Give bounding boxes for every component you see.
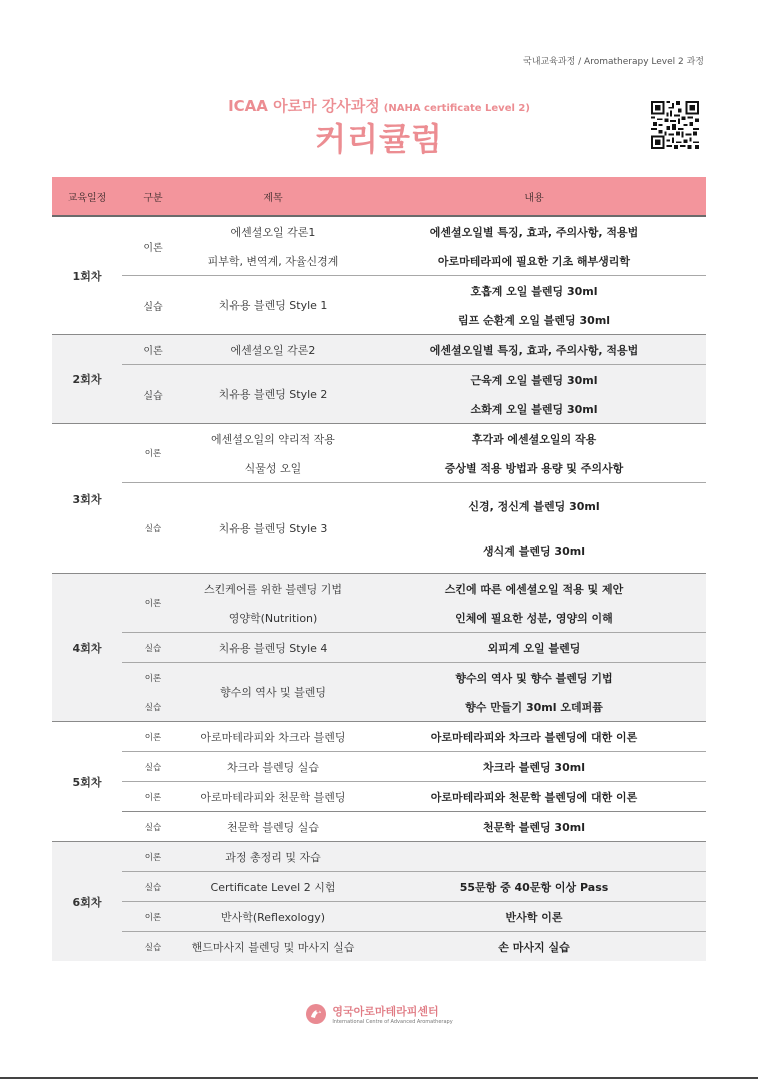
row-type: 실습: [122, 483, 184, 574]
row-type: 이론: [122, 722, 184, 752]
row-type: 실습: [122, 276, 184, 335]
bottom-divider: [0, 1077, 758, 1079]
header-schedule: 교육일정: [52, 177, 122, 216]
row-title: 치유용 블렌딩 Style 3: [184, 483, 362, 574]
table-row: [52, 483, 706, 529]
course-title: [0, 95, 758, 116]
row-title: 아로마테라피와 차크라 블렌딩: [184, 722, 362, 752]
row-type: 실습: [122, 752, 184, 782]
row-title: 영양학(Nutrition): [184, 603, 362, 633]
row-content: 스킨에 따른 에센셜오일 적용 및 제안: [362, 574, 706, 604]
header-type: 구분: [122, 177, 184, 216]
course-title-main: ICAA 아로마 강사과정: [228, 97, 380, 115]
row-content: 천문학 블렌딩 30ml: [362, 812, 706, 842]
row-title: Certificate Level 2 시험: [184, 872, 362, 902]
row-content: 인체에 필요한 성분, 영양의 이해: [362, 603, 706, 633]
curriculum-table: [52, 177, 706, 961]
row-title: 스킨케어를 위한 블렌딩 기법: [184, 574, 362, 604]
row-content: 림프 순환계 오일 블렌딩 30ml: [457, 313, 611, 327]
page-title: 커리큘럼: [315, 120, 443, 158]
row-type: 이론: [122, 663, 184, 693]
row-title: 과정 총정리 및 자습: [184, 842, 362, 872]
row-content: 55문항 중 40문항 이상 Pass: [362, 872, 706, 902]
row-content: 생식계 블렌딩 30ml: [483, 544, 585, 558]
table-row: [52, 902, 706, 932]
row-type: 실습: [122, 633, 184, 663]
course-title-sub: (NAHA certificate Level 2): [383, 103, 530, 114]
row-type: 이론: [122, 842, 184, 872]
table-row: [52, 335, 706, 365]
table-row: [52, 276, 706, 306]
table-row: [52, 842, 706, 872]
row-content: 에센셜오일별 특징, 효과, 주의사항, 적용법: [429, 225, 639, 239]
table-row: [52, 872, 706, 902]
row-title: 천문학 블렌딩 실습: [184, 812, 362, 842]
footer-logo: [0, 1003, 758, 1029]
session-label: 6회차: [52, 842, 122, 962]
row-content: 아로마테라피와 차크라 블렌딩에 대한 이론: [362, 722, 706, 752]
row-content: 차크라 블렌딩 30ml: [362, 752, 706, 782]
row-type: 실습: [122, 692, 184, 722]
row-content: 향수의 역사 및 향수 블렌딩 기법: [362, 663, 706, 693]
row-title: 아로마테라피와 천문학 블렌딩: [184, 782, 362, 812]
session-label: 3회차: [52, 424, 122, 574]
row-type: 실습: [122, 812, 184, 842]
table-row: [52, 722, 706, 752]
row-content: 향수 만들기 30ml 오데퍼퓸: [362, 692, 706, 722]
row-content: 신경, 정신계 블렌딩 30ml: [362, 483, 706, 529]
row-title: 핸드마사지 블렌딩 및 마사지 실습: [184, 932, 362, 962]
table-row: [52, 752, 706, 782]
table-row: [52, 692, 706, 722]
table-row: [52, 663, 706, 693]
row-type: 이론: [122, 902, 184, 932]
breadcrumb: 국내교육과정 / Aromatherapy Level 2 과정: [523, 57, 704, 67]
row-title: 에센셜오일 각론1: [230, 225, 316, 239]
row-title: 식물성 오일: [244, 461, 302, 475]
footer-org-english: International Centre of Advanced Aromatherapy: [332, 1019, 453, 1025]
table-row: [52, 932, 706, 962]
table-row: [52, 216, 706, 246]
row-title: 치유용 블렌딩 Style 2: [184, 365, 362, 424]
session-label: 5회차: [52, 722, 122, 842]
table-row: [52, 812, 706, 842]
row-title: 치유용 블렌딩 Style 4: [184, 633, 362, 663]
row-content: 호흡계 오일 블렌딩 30ml: [362, 276, 706, 306]
table-header-row: [52, 177, 706, 216]
footer-org-korean: 영국아로마테라피센터: [332, 1005, 439, 1018]
row-content: 소화계 오일 블렌딩 30ml: [362, 394, 706, 424]
row-title: 에센셜오일 각론2: [184, 335, 362, 365]
row-title: 치유용 블렌딩 Style 1: [184, 276, 362, 335]
session-label: 4회차: [52, 574, 122, 722]
row-content: 근육계 오일 블렌딩 30ml: [362, 365, 706, 395]
row-type: 실습: [122, 365, 184, 424]
row-content: 에센셜오일별 특징, 효과, 주의사항, 적용법: [362, 335, 706, 365]
table-row: [52, 633, 706, 663]
table-row: [52, 574, 706, 604]
row-type: 이론: [122, 782, 184, 812]
row-title: 에센셜오일의 약리적 작용: [184, 424, 362, 454]
table-row: [52, 365, 706, 395]
row-type: 이론: [143, 242, 163, 254]
session-label: 1회차: [72, 269, 102, 283]
header-title: 제목: [184, 177, 362, 216]
row-type: 이론: [122, 335, 184, 365]
table-row: [52, 424, 706, 454]
row-type: 이론: [122, 574, 184, 633]
row-type: 실습: [122, 872, 184, 902]
table-row: [52, 782, 706, 812]
flower-logo-icon: [305, 1003, 327, 1025]
row-title: 반사학(Reflexology): [184, 902, 362, 932]
row-content: [362, 842, 706, 872]
row-title: 피부학, 변역계, 자율신경계: [207, 254, 339, 268]
row-content: 반사학 이론: [362, 902, 706, 932]
row-title: 차크라 블렌딩 실습: [184, 752, 362, 782]
row-content: 증상별 적용 방법과 용량 및 주의사항: [444, 461, 624, 475]
header-content: 내용: [362, 177, 706, 216]
row-content: 외피계 오일 블렌딩: [362, 633, 706, 663]
row-content: 아로마테라피와 천문학 블렌딩에 대한 이론: [362, 782, 706, 812]
row-content: 아로마테라피에 필요한 기초 해부생리학: [437, 254, 631, 268]
row-type: 실습: [122, 932, 184, 962]
row-type: 이론: [122, 424, 184, 483]
row-content: 후각과 에센셜오일의 작용: [362, 424, 706, 454]
session-label: 2회차: [52, 335, 122, 424]
qr-code-icon[interactable]: [651, 101, 699, 149]
row-title: 향수의 역사 및 블렌딩: [184, 663, 362, 722]
row-content: 손 마사지 실습: [362, 932, 706, 962]
